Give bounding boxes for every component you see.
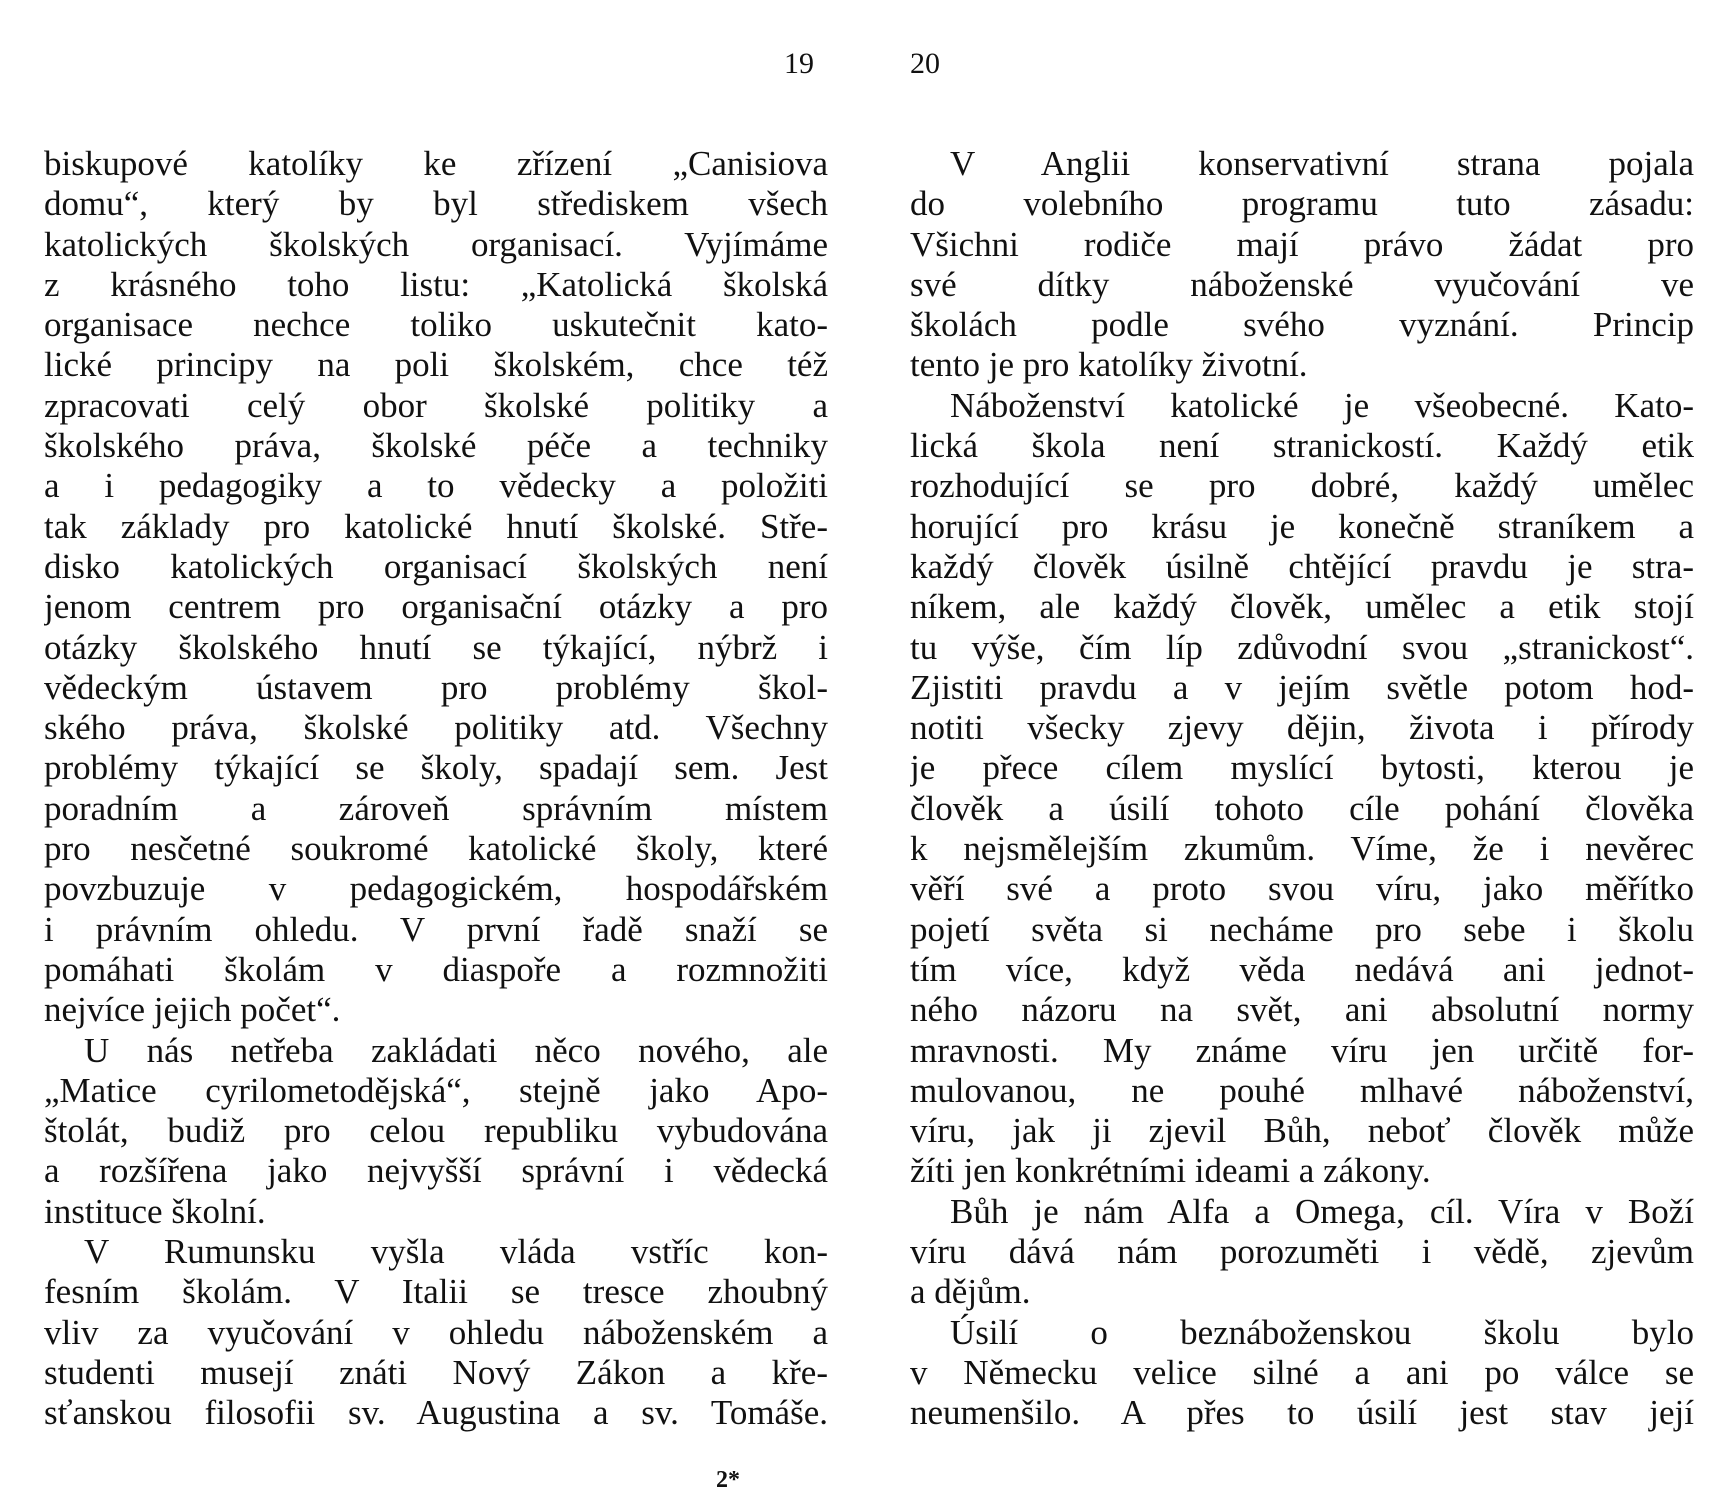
text-line: disko katolických organisací školských není [44, 546, 828, 586]
text-line: nejvíce jejich počet“. [44, 990, 341, 1030]
text-line: tento je pro katolíky životní. [910, 345, 1308, 385]
text-line: své dítky náboženské vyučování ve [910, 264, 1694, 304]
text-line: studenti musejí znáti Nový Zákon a kře- [44, 1352, 828, 1392]
text-line: poradním a zároveň správním místem [44, 788, 828, 828]
text-line: pojetí světa si necháme pro sebe i školu [910, 909, 1694, 949]
text-line: mravnosti. My známe víru jen určitě for- [910, 1030, 1694, 1070]
text-line: víru dává nám porozuměti i vědě, zjevům [910, 1232, 1694, 1272]
text-line: tak základy pro katolické hnutí školské. Stře- [44, 506, 828, 546]
text-line: věří své a proto svou víru, jako měřítko [910, 869, 1694, 909]
text-line: Všichni rodiče mají právo žádat pro [910, 224, 1694, 264]
text-line: jenom centrem pro organisační otázky a pro [44, 587, 828, 627]
text-line: každý člověk úsilně chtějící pravdu je stra- [910, 546, 1694, 586]
text-line: fesním školám. V Italii se tresce zhoubný [44, 1272, 828, 1312]
text-line: mulovanou, ne pouhé mlhavé náboženství, [910, 1070, 1694, 1110]
page-number-right: 20 [910, 47, 940, 80]
text-line: organisace nechce toliko uskutečnit kato- [44, 305, 828, 345]
text-line: rozhodující se pro dobré, každý umělec [910, 466, 1694, 506]
text-line: lické principy na poli školském, chce též [44, 345, 828, 385]
text-line: sťanskou filosofii sv. Augustina a sv. Tomáše. [44, 1393, 828, 1433]
text-line: a rozšířena jako nejvyšší správní i vědecká [44, 1151, 828, 1191]
text-line: člověk a úsilí tohoto cíle pohání člověka [910, 788, 1694, 828]
text-line: notiti všecky zjevy dějin, života i přírody [910, 708, 1694, 748]
text-line: k nejsmělejším zkumům. Víme, že i nevěrec [910, 829, 1694, 869]
paragraph-first-line: Úsilí o beznáboženskou školu bylo [950, 1312, 1694, 1352]
paragraph-first-line: Náboženství katolické je všeobecné. Kato- [950, 385, 1694, 425]
text-line: z krásného toho listu: „Katolická školská [44, 264, 828, 304]
text-line: níkem, ale každý člověk, umělec a etik stojí [910, 587, 1694, 627]
text-line: problémy týkající se školy, spadají sem. Jest [44, 748, 828, 788]
text-line: zpracovati celý obor školské politiky a [44, 385, 828, 425]
text-line: pro nesčetné soukromé katolické školy, které [44, 829, 828, 869]
paragraph-first-line: V Rumunsku vyšla vláda vstříc kon- [84, 1232, 828, 1272]
text-line: žíti jen konkrétními ideami a zákony. [910, 1151, 1431, 1191]
text-line: i právním ohledu. V první řadě snaží se [44, 909, 828, 949]
text-line: neumenšilo. A přes to úsilí jest stav její [910, 1393, 1694, 1433]
text-line: Zjistiti pravdu a v jejím světle potom hod- [910, 667, 1694, 707]
left-text-column [44, 144, 828, 1434]
text-line: školského práva, školské péče a techniky [44, 426, 828, 466]
text-line: a i pedagogiky a to vědecky a položiti [44, 466, 828, 506]
text-line: je přece cílem myslící bytosti, kterou je [910, 748, 1694, 788]
paragraph-first-line: Bůh je nám Alfa a Omega, cíl. Víra v Boží [950, 1191, 1694, 1231]
text-line: tu výše, čím líp zdůvodní svou „stranickost“. [910, 627, 1694, 667]
text-line: biskupové katolíky ke zřízení „Canisiova [44, 144, 828, 183]
text-line: víru, jak ji zjevil Bůh, neboť člověk může [910, 1111, 1694, 1151]
text-line: ského práva, školské politiky atd. Všechny [44, 708, 828, 748]
text-line: instituce školní. [44, 1191, 266, 1231]
text-line: a dějům. [910, 1272, 1031, 1312]
text-line: štolát, budiž pro celou republiku vybudována [44, 1111, 828, 1151]
text-line: otázky školského hnutí se týkající, nýbrž i [44, 627, 828, 667]
right-text-column [910, 144, 1694, 1434]
text-line: do volebního programu tuto zásadu: [910, 184, 1694, 224]
text-line: ného názoru na svět, ani absolutní normy [910, 990, 1694, 1030]
text-line: pomáhati školám v diaspoře a rozmnožiti [44, 949, 828, 989]
text-line: v Německu velice silné a ani po válce se [910, 1352, 1694, 1392]
text-line: lická škola není stranickostí. Každý etik [910, 426, 1694, 466]
paragraph-first-line: U nás netřeba zakládati něco nového, ale [84, 1030, 828, 1070]
paragraph-first-line: V Anglii konservativní strana pojala [950, 144, 1694, 183]
text-line: vliv za vyučování v ohledu náboženském a [44, 1312, 828, 1352]
text-line: vědeckým ústavem pro problémy škol- [44, 667, 828, 707]
text-line: katolických školských organisací. Vyjímáme [44, 224, 828, 264]
text-line: horující pro krásu je konečně straníkem a [910, 506, 1694, 546]
text-line: povzbuzuje v pedagogickém, hospodářském [44, 869, 828, 909]
signature-mark: 2* [716, 1467, 740, 1493]
text-line: školách podle svého vyznání. Princip [910, 305, 1694, 345]
text-line: tím více, když věda nedává ani jednot- [910, 949, 1694, 989]
page-number-left: 19 [784, 47, 814, 80]
text-line: domu“, který by byl střediskem všech [44, 184, 828, 224]
text-line: „Matice cyrilometodějská“, stejně jako Apo- [44, 1070, 828, 1110]
